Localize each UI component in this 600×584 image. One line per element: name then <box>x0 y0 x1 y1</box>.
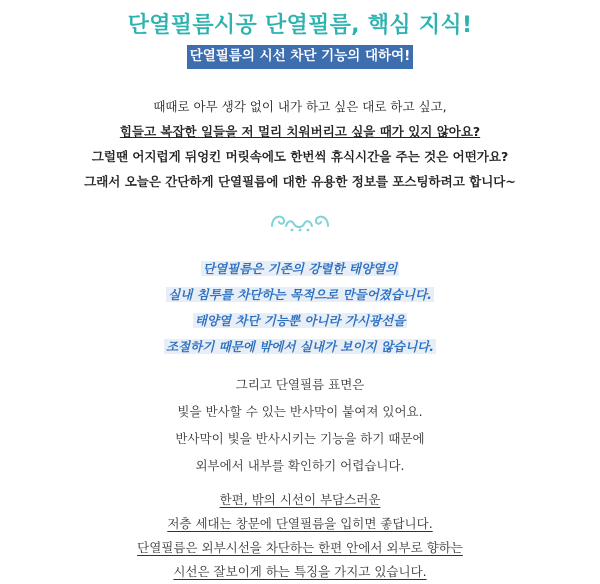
wave-ornament-icon <box>268 210 332 232</box>
underlined-line <box>0 536 600 560</box>
highlight-text: 단열필름은 기존의 강렬한 태양열의 <box>202 261 398 276</box>
post-subtitle: 단열필름의 시선 차단 기능의 대하여! <box>187 45 414 69</box>
highlight-text: 조절하기 때문에 밖에서 실내가 보이지 않습니다. <box>165 339 434 354</box>
body-line: 외부에서 내부를 확인하기 어렵습니다. <box>195 458 405 473</box>
highlight-line <box>0 308 600 334</box>
underlined-text: 단열필름은 외부시선을 차단하는 한편 안에서 외부로 향하는 <box>137 540 463 555</box>
highlight-line <box>0 282 600 308</box>
underlined-line <box>0 512 600 536</box>
body-line: 그리고 단열필름 표면은 <box>235 377 365 392</box>
post-title: 단열필름시공 단열필름, 핵심 지식! <box>127 13 473 38</box>
intro-line: 때때로 아무 생각 없이 내가 하고 싶은 대로 하고 싶고, <box>153 99 447 114</box>
body-line: 빛을 반사할 수 있는 반사막이 붙여져 있어요. <box>177 404 423 419</box>
underlined-line <box>0 488 600 512</box>
intro-line: 그럴땐 어지럽게 뒤엉킨 머릿속에도 한번씩 휴식시간을 주는 것은 어떤가요? <box>91 149 509 164</box>
underlined-paragraph <box>0 488 600 584</box>
intro-paragraph <box>0 94 600 194</box>
intro-line: 그래서 오늘은 간단하게 단열필름에 대한 유용한 정보를 포스팅하려고 합니다~ <box>84 174 516 189</box>
underlined-text: 한편, 밖의 시선이 부담스러운 <box>219 492 381 507</box>
body-line: 반사막이 빛을 반사시키는 기능을 하기 때문에 <box>175 431 425 446</box>
body-paragraph <box>0 371 600 479</box>
intro-line: 힘들고 복잡한 일들을 저 멀리 치워버리고 싶을 때가 있지 않아요? <box>119 124 481 139</box>
underlined-text: 시선은 잘보이게 하는 특징을 가지고 있습니다. <box>173 564 427 579</box>
highlight-line <box>0 256 600 282</box>
highlight-line <box>0 334 600 360</box>
underlined-text: 저층 세대는 창문에 단열필름을 입히면 좋답니다. <box>167 516 433 531</box>
highlight-paragraph <box>0 256 600 360</box>
subtitle-container <box>0 45 600 69</box>
highlight-text: 태양열 차단 기능뿐 아니라 가시광선을 <box>194 313 406 328</box>
underlined-line <box>0 560 600 584</box>
highlight-text: 실내 침투를 차단하는 목적으로 만들어졌습니다. <box>168 287 432 302</box>
